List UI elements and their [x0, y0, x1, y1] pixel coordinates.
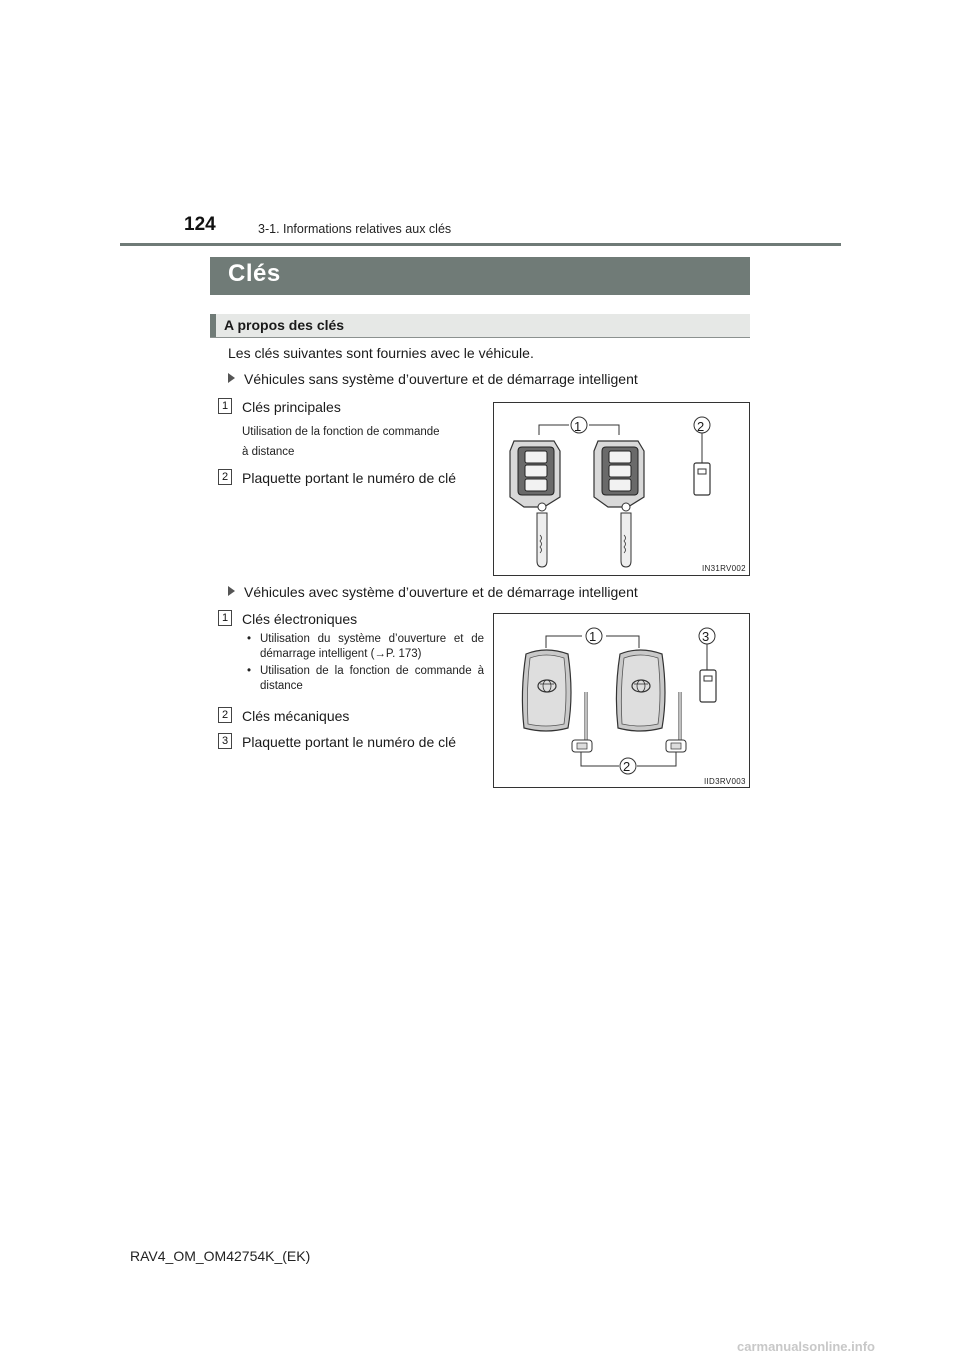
- item-label: Plaquette portant le numéro de clé: [242, 470, 457, 486]
- intro-text: Les clés suivantes sont fournies avec le véhicule.: [228, 345, 534, 361]
- figure-callout: 2: [623, 759, 631, 774]
- subtitle: A propos des clés: [224, 317, 345, 333]
- figure-code: IN31RV002: [702, 564, 746, 573]
- triangle-bullet-icon: [228, 373, 235, 383]
- item-label: Clés électroniques: [242, 611, 358, 627]
- smart-key-icon: [522, 650, 571, 731]
- figure-code: IID3RV003: [704, 777, 746, 786]
- item-note: Utilisation de la fonction de commande: [242, 426, 440, 438]
- page-title: Clés: [228, 260, 281, 287]
- figure-callout: 2: [697, 419, 705, 434]
- figure-keys-standard: [493, 402, 750, 576]
- header-rule: [120, 243, 841, 246]
- item-number-badge: 3: [218, 733, 232, 749]
- item-bullet-list: [244, 632, 484, 696]
- title-bar: [210, 257, 750, 295]
- item-label: Plaquette portant le numéro de clé: [242, 734, 457, 750]
- subtitle-bar: [210, 314, 750, 338]
- item-label: Clés principales: [242, 399, 341, 415]
- subtitle-accent: [210, 314, 216, 337]
- item-number-badge: 1: [218, 398, 232, 414]
- key-illustration: [494, 403, 749, 575]
- key-number-plate-icon: [700, 670, 716, 702]
- section-a-heading-text: Véhicules sans système d’ouverture et de démarrage intelligent: [244, 371, 638, 387]
- mechanical-key-icon: [666, 692, 686, 752]
- key-fob-icon: [510, 441, 560, 567]
- footer-document-code: RAV4_OM_OM42754K_(EK): [130, 1248, 311, 1264]
- figure-callout: 1: [574, 419, 582, 434]
- figure-callout: 3: [702, 629, 710, 644]
- bullet-item: • Utilisation de la fonction de commande à distance: [247, 665, 484, 692]
- section-reference: 3-1. Informations relatives aux clés: [258, 222, 452, 236]
- triangle-bullet-icon: [228, 586, 235, 596]
- key-number-plate-icon: [694, 463, 710, 495]
- figure-keys-smart: [493, 613, 750, 788]
- mechanical-key-icon: [572, 692, 592, 752]
- item-note: à distance: [242, 446, 295, 458]
- section-b-heading: [228, 584, 638, 600]
- figure-callout: 1: [589, 629, 597, 644]
- bullet-item: • Utilisation du système d’ouverture et de démarrage intelligent (→P. 173): [247, 633, 484, 660]
- item-label: Clés mécaniques: [242, 708, 350, 724]
- watermark: carmanualsonline.info: [737, 1339, 875, 1354]
- item-number-badge: 1: [218, 610, 232, 626]
- key-fob-icon: [594, 441, 644, 567]
- page-number: 124: [184, 214, 216, 235]
- item-number-badge: 2: [218, 707, 232, 723]
- smart-key-icon: [616, 650, 665, 731]
- section-b-heading-text: Véhicules avec système d’ouverture et de démarrage intelligent: [244, 584, 638, 600]
- key-illustration: [494, 614, 749, 787]
- item-number-badge: 2: [218, 469, 232, 485]
- section-a-heading: [228, 371, 638, 387]
